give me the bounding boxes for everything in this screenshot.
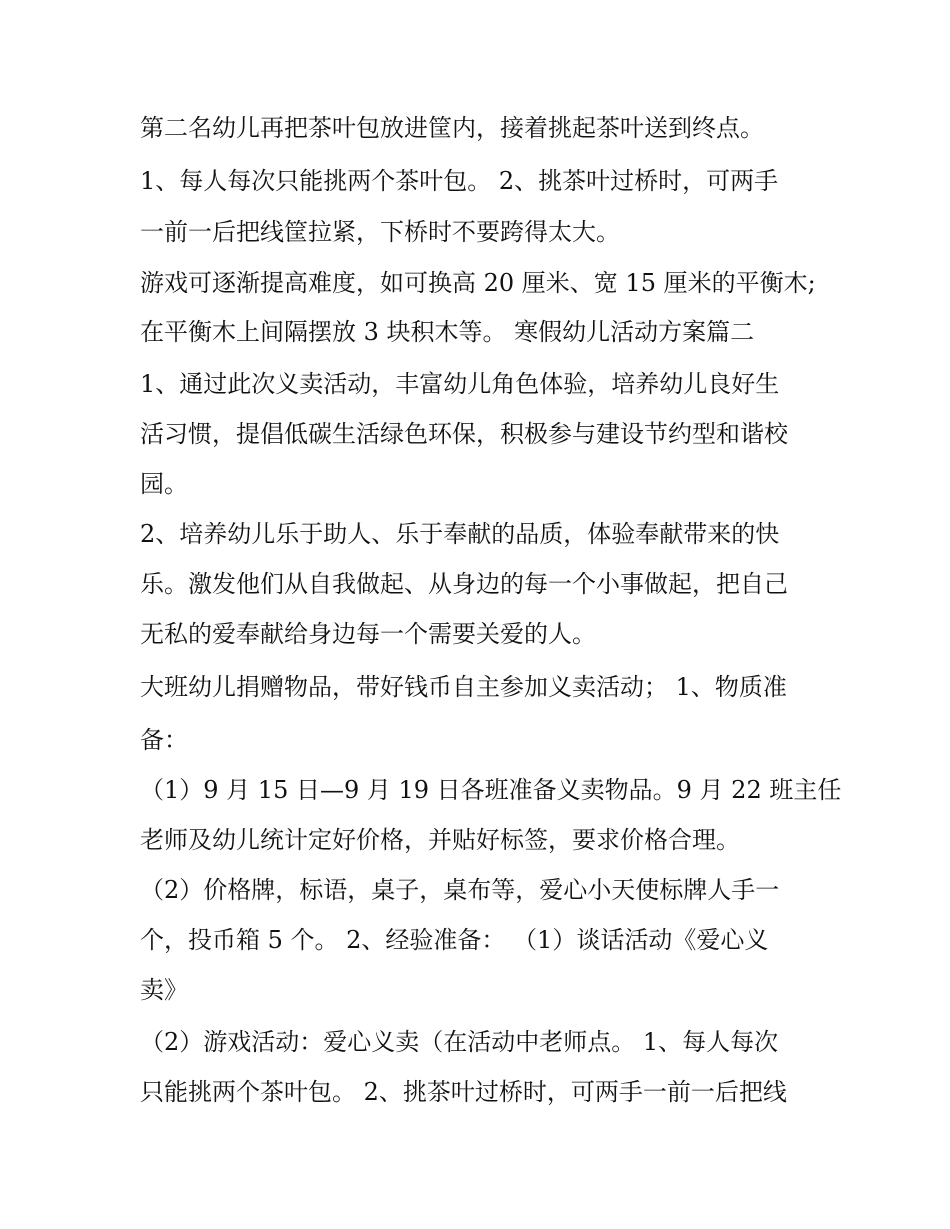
- text-line: 老师及幼儿统计定好价格，并贴好标签，要求价格合理。: [140, 826, 740, 854]
- text-line: 园。: [140, 470, 188, 498]
- text-line: 2、培养幼儿乐于助人、乐于奉献的品质，体验奉献带来的快: [140, 520, 780, 548]
- text-line: 个，投币箱 5 个。 2、经验准备： （1）谈话活动《爱心义: [140, 926, 769, 954]
- text-line: 大班幼儿捐赠物品，带好钱币自主参加义卖活动； 1、物质准: [140, 673, 787, 701]
- text-line: 备：: [140, 726, 188, 754]
- text-line: 1、每人每次只能挑两个茶叶包。 2、挑茶叶过桥时，可两手: [140, 167, 779, 195]
- text-line: 卖》: [140, 976, 188, 1004]
- text-line: 1、通过此次义卖活动，丰富幼儿角色体验，培养幼儿良好生: [140, 370, 780, 398]
- text-line: 乐。激发他们从自我做起、从身边的每一个小事做起，把自己: [140, 570, 788, 598]
- text-line: （1）9 月 15 日—9 月 19 日各班准备义卖物品。9 月 22 班主任: [140, 776, 842, 804]
- text-line: （2）游戏活动：爱心义卖（在活动中老师点。 1、每人每次: [140, 1028, 779, 1056]
- text-line: （2）价格牌，标语，桌子，桌布等，爱心小天使标牌人手一: [140, 876, 780, 904]
- text-line: 活习惯，提倡低碳生活绿色环保，积极参与建设节约型和谐校: [140, 420, 788, 448]
- text-line: 在平衡木上间隔摆放 3 块积木等。 寒假幼儿活动方案篇二: [140, 318, 755, 346]
- text-line: 第二名幼儿再把茶叶包放进筐内，接着挑起茶叶送到终点。: [140, 114, 764, 142]
- text-line: 游戏可逐渐提高难度，如可换高 20 厘米、宽 15 厘米的平衡木;: [140, 269, 816, 297]
- text-line: 只能挑两个茶叶包。 2、挑茶叶过桥时，可两手一前一后把线: [140, 1078, 787, 1106]
- text-line: 无私的爱奉献给身边每一个需要关爱的人。: [140, 620, 596, 648]
- text-line: 一前一后把线筐拉紧，下桥时不要跨得太大。: [140, 218, 620, 246]
